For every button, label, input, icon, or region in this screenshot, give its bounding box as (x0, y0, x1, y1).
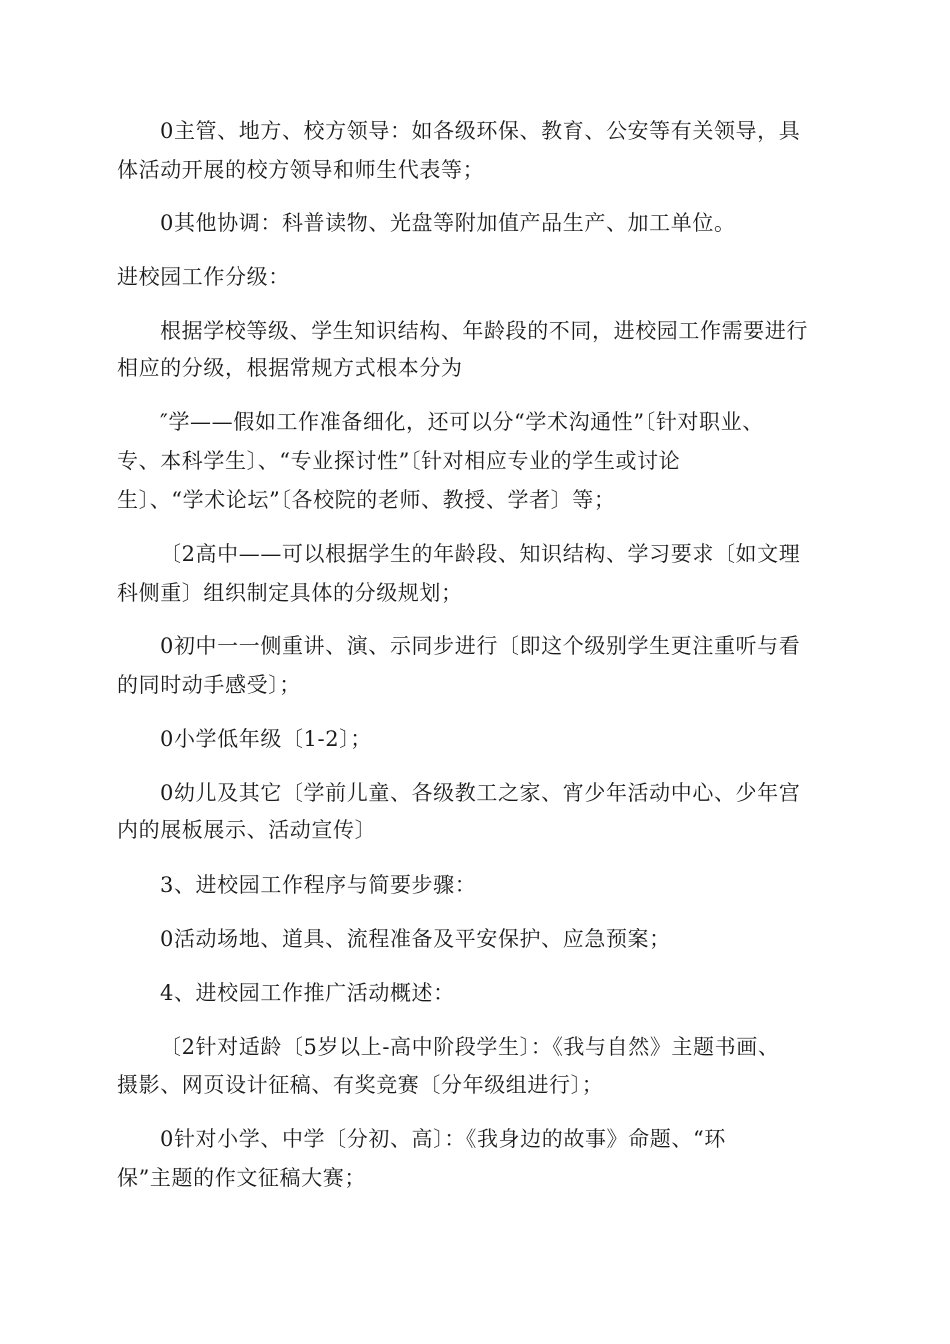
text-line: 生〕、“学术论坛”〔各校院的老师、教授、学者〕等； (117, 488, 616, 512)
text-line: 专、本科学生〕、“专业探讨性”〔针对相应专业的学生或讨论 (117, 449, 681, 473)
text-line: ″学——假如工作准备细化，还可以分“学术沟通性”〔针对职业、 (160, 410, 764, 434)
text-line: 0活动场地、道具、流程准备及平安保护、应急预案； (160, 927, 671, 951)
text-line: 内的展板展示、活动宣传〕 (117, 818, 377, 842)
text-line: 体活动开展的校方领导和师生代表等； (117, 158, 485, 182)
section-heading: 4、进校园工作推广活动概述： (160, 981, 455, 1005)
text-line: 〔2针对适龄〔5岁以上-高中阶段学生〕：《我与自然》主题书画、 (160, 1035, 780, 1059)
text-line: 0幼儿及其它〔学前儿童、各级教工之家、宵少年活动中心、少年宫 (160, 781, 801, 805)
text-line: 摄影、网页设计征稿、有奖竞赛〔分年级组进行〕； (117, 1073, 604, 1097)
text-line: 保”主题的作文征稿大赛； (117, 1166, 366, 1190)
section-heading: 3、进校园工作程序与简要步骤： (160, 873, 477, 897)
text-line: 0小学低年级〔1-2〕； (160, 727, 372, 751)
text-line: 0针对小学、中学〔分初、高〕：《我身边的故事》命题、“环 (160, 1127, 726, 1151)
text-line: 科侧重〕组织制定具体的分级规划； (117, 581, 463, 605)
text-line: 相应的分级，根据常规方式根本分为 (117, 356, 463, 380)
text-line: 根据学校等级、学生知识结构、年龄段的不同，进校园工作需要进行 (160, 319, 808, 343)
text-line: 〔2高中——可以根据学生的年龄段、知识结构、学习要求〔如文理 (160, 542, 801, 566)
section-heading: 进校园工作分级： (117, 265, 290, 289)
text-line: 0其他协调：科普读物、光盘等附加值产品生产、加工单位。 (160, 211, 736, 235)
text-line: 0初中一一侧重讲、演、示同步进行〔即这个级别学生更注重听与看 (160, 634, 801, 658)
text-line: 的同时动手感受〕； (117, 673, 301, 697)
text-line: 0主管、地方、校方领导：如各级环保、教育、公安等有关领导，具 (160, 119, 801, 143)
